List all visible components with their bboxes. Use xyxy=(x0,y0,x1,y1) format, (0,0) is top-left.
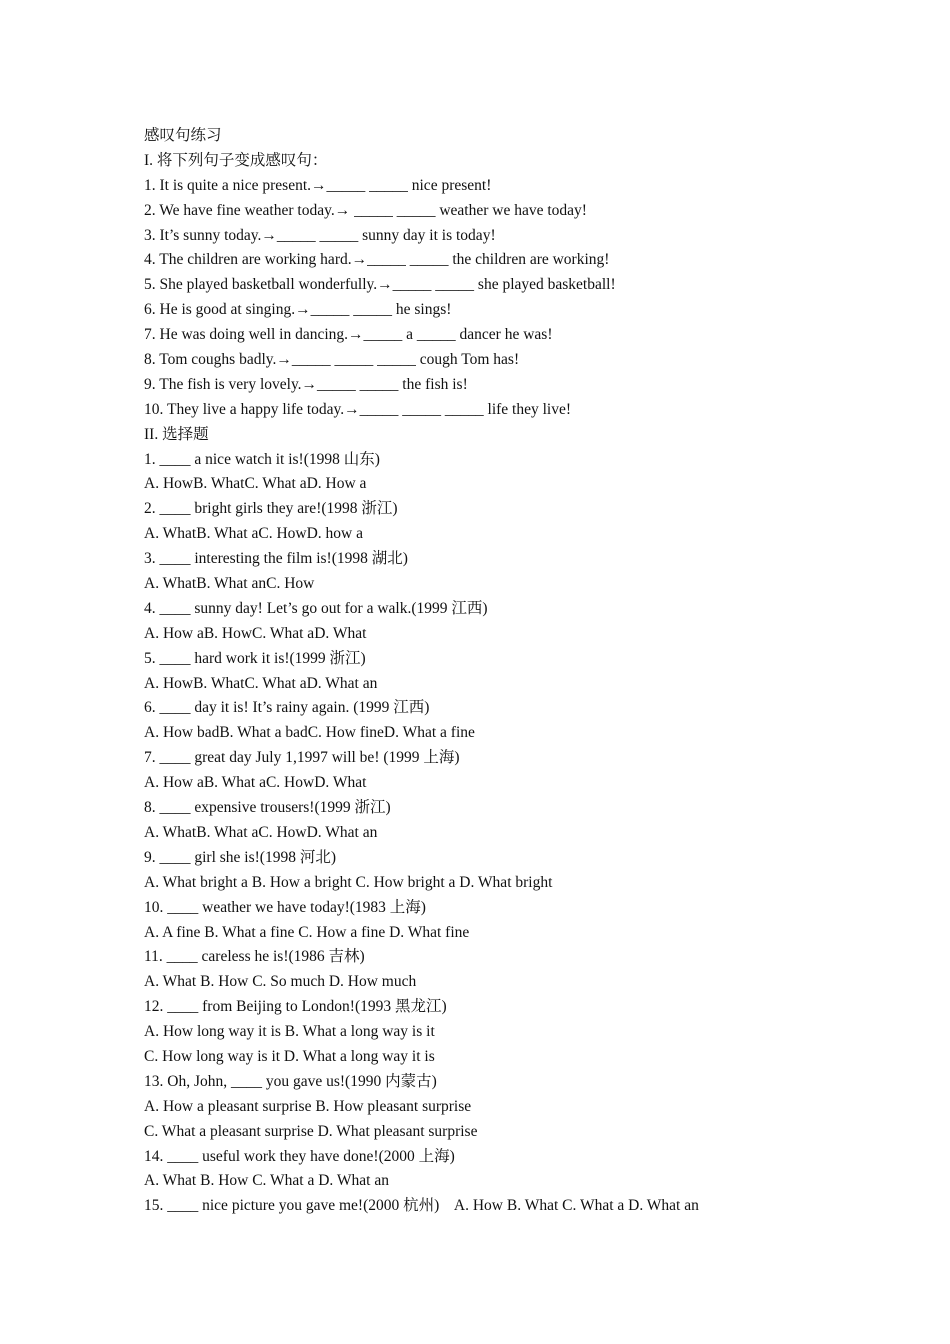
exercise-1-item: 4. The children are working hard.→_____ _____ the children are working! xyxy=(144,251,610,269)
question-line: 6. ____ day it is! It’s rainy again. (1999 江西) xyxy=(144,699,430,717)
options-line: A. What bright a B. How a bright C. How bright a D. What bright xyxy=(144,873,553,891)
question-line: 15. ____ nice picture you gave me!(2000 杭州) A. How B. What C. What a D. What an xyxy=(144,1197,699,1215)
section-2-heading: II. 选择题 xyxy=(144,425,209,443)
question-line: 13. Oh, John, ____ you gave us!(1990 内蒙古) xyxy=(144,1072,437,1090)
question-line: 3. ____ interesting the film is!(1998 湖北) xyxy=(144,550,408,568)
exercise-1-item: 3. It’s sunny today.→_____ _____ sunny day it is today! xyxy=(144,226,496,244)
question-line: 8. ____ expensive trousers!(1999 浙江) xyxy=(144,799,391,817)
question-line: 7. ____ great day July 1,1997 will be! (1999 上海) xyxy=(144,749,460,767)
options-line: A. WhatB. What aC. HowD. What an xyxy=(144,823,378,841)
exercise-1-item: 5. She played basketball wonderfully.→_____ _____ she played basketball! xyxy=(144,276,616,294)
document-body xyxy=(144,124,924,1219)
options-line: A. How long way it is B. What a long way is it xyxy=(144,1023,435,1041)
question-line: 4. ____ sunny day! Let’s go out for a walk.(1999 江西) xyxy=(144,599,488,617)
exercise-1-item: 6. He is good at singing.→_____ _____ he sings! xyxy=(144,301,452,319)
question-line: 1. ____ a nice watch it is!(1998 山东) xyxy=(144,450,380,468)
options-line: A. What B. How C. So much D. How much xyxy=(144,973,417,991)
options-line: A. How badB. What a badC. How fineD. What a fine xyxy=(144,724,475,742)
question-line: 10. ____ weather we have today!(1983 上海) xyxy=(144,898,426,916)
exercise-1-item: 7. He was doing well in dancing.→_____ a _____ dancer he was! xyxy=(144,326,553,344)
question-line: 11. ____ careless he is!(1986 吉林) xyxy=(144,948,365,966)
exercise-1-item: 2. We have fine weather today.→ _____ _____ weather we have today! xyxy=(144,201,587,219)
options-line: A. WhatB. What anC. How xyxy=(144,575,315,593)
section-1-heading: I. 将下列句子变成感叹句： xyxy=(144,151,328,169)
options-line: A. HowB. WhatC. What aD. How a xyxy=(144,475,367,493)
options-line: A. HowB. WhatC. What aD. What an xyxy=(144,674,378,692)
question-line: 14. ____ useful work they have done!(2000 上海) xyxy=(144,1147,455,1165)
options-line: A. WhatB. What aC. HowD. how a xyxy=(144,525,363,543)
options-line: C. What a pleasant surprise D. What pleasant surprise xyxy=(144,1122,478,1140)
question-line: 9. ____ girl she is!(1998 河北) xyxy=(144,848,337,866)
options-line: A. A fine B. What a fine C. How a fine D. What fine xyxy=(144,923,470,941)
exercise-1-item: 8. Tom coughs badly.→_____ _____ _____ cough Tom has! xyxy=(144,351,520,369)
exercise-1-item: 1. It is quite a nice present.→_____ _____ nice present! xyxy=(144,176,492,194)
options-line: A. What B. How C. What a D. What an xyxy=(144,1172,389,1190)
question-line: 2. ____ bright girls they are!(1998 浙江) xyxy=(144,500,398,518)
options-line: A. How a pleasant surprise B. How pleasant surprise xyxy=(144,1097,472,1115)
options-line: C. How long way is it D. What a long way it is xyxy=(144,1047,435,1065)
question-line: 12. ____ from Beijing to London!(1993 黑龙江) xyxy=(144,998,447,1016)
exercise-1-item: 9. The fish is very lovely.→_____ _____ the fish is! xyxy=(144,375,468,393)
document-title: 感叹句练习 xyxy=(144,127,222,144)
exercise-1-item: 10. They live a happy life today.→_____ _____ _____ life they live! xyxy=(144,400,572,418)
options-line: A. How aB. HowC. What aD. What xyxy=(144,624,367,642)
options-line: A. How aB. What aC. HowD. What xyxy=(144,774,367,792)
question-line: 5. ____ hard work it is!(1999 浙江) xyxy=(144,649,366,667)
